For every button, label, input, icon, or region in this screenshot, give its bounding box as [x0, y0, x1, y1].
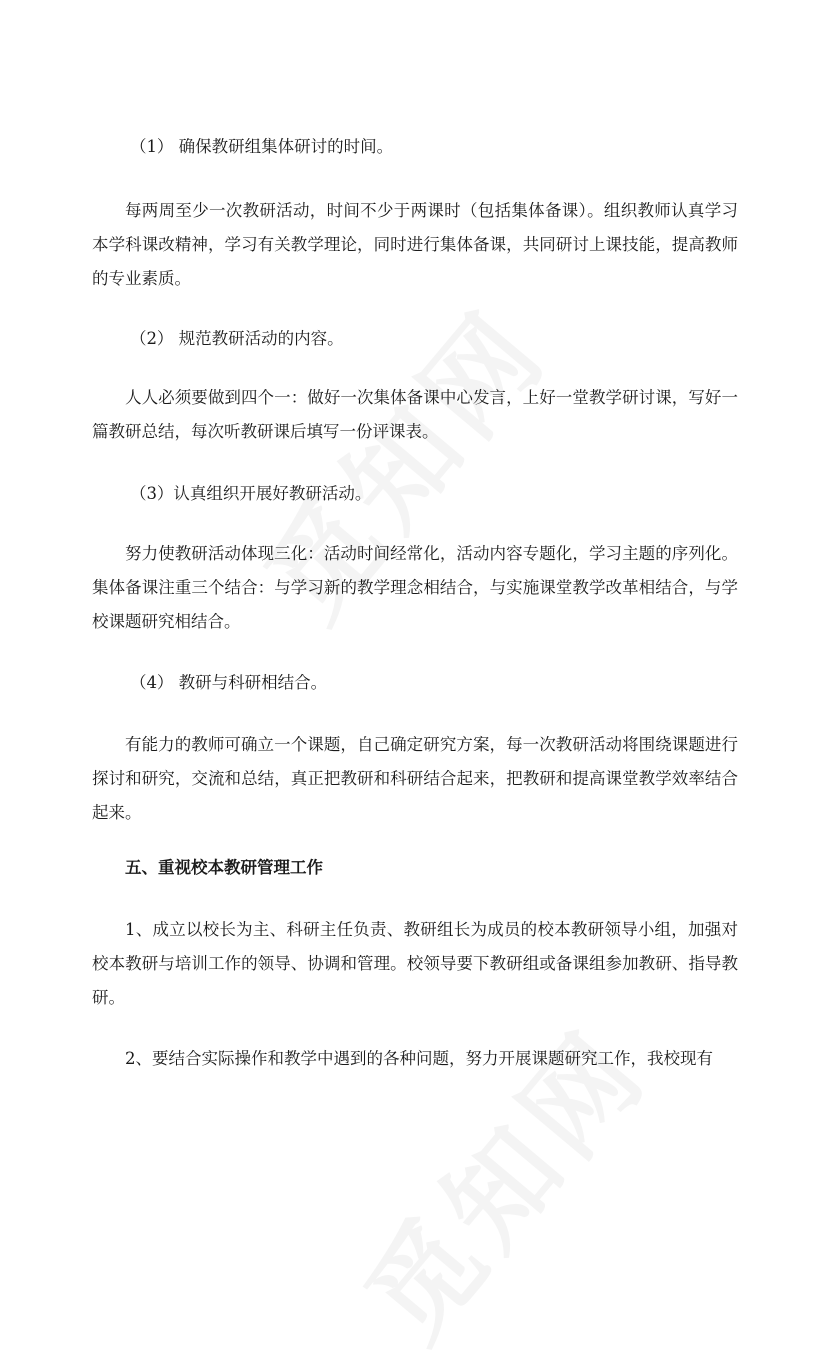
paragraph-1: 每两周至少一次教研活动，时间不少于两课时（包括集体备课）。组织教师认真学习本学科课改精神，学习有关教学理论，同时进行集体备课，共同研讨上课技能，提高教师的专业素质。 [92, 201, 738, 288]
section-title: 五、重视校本教研管理工作 [125, 858, 323, 877]
subheading-2: （2） 规范教研活动的内容。 [129, 329, 344, 348]
paragraph-4: 有能力的教师可确立一个课题，自己确定研究方案，每一次教研活动将围绕课题进行探讨和研究，交流和总结，真正把教研和科研结合起来，把教研和提高课堂教学效率结合起来。 [92, 735, 738, 822]
paragraph-5: 1、成立以校长为主、科研主任负责、教研组长为成员的校本教研领导小组，加强对校本教研与培训工作的领导、协调和管理。校领导要下教研组或备课组参加教研、指导教研。 [92, 920, 738, 1007]
subheading-4: （4） 教研与科研相结合。 [129, 673, 328, 692]
paragraph-6: 2、要结合实际操作和教学中遇到的各种问题，努力开展课题研究工作，我校现有 [125, 1049, 713, 1068]
paragraph-3: 努力使教研活动体现三化：活动时间经常化，活动内容专题化，学习主题的序列化。集体备课注重三个结合：与学习新的教学理念相结合，与实施课堂教学改革相结合，与学校课题研究相结合。 [92, 544, 738, 631]
paragraph-2: 人人必须要做到四个一：做好一次集体备课中心发言，上好一堂教学研讨课，写好一篇教研总结，每次听教研课后填写一份评课表。 [92, 388, 738, 441]
subheading-3: （3）认真组织开展好教研活动。 [129, 484, 372, 503]
subheading-1: （1） 确保教研组集体研讨的时间。 [129, 137, 394, 156]
